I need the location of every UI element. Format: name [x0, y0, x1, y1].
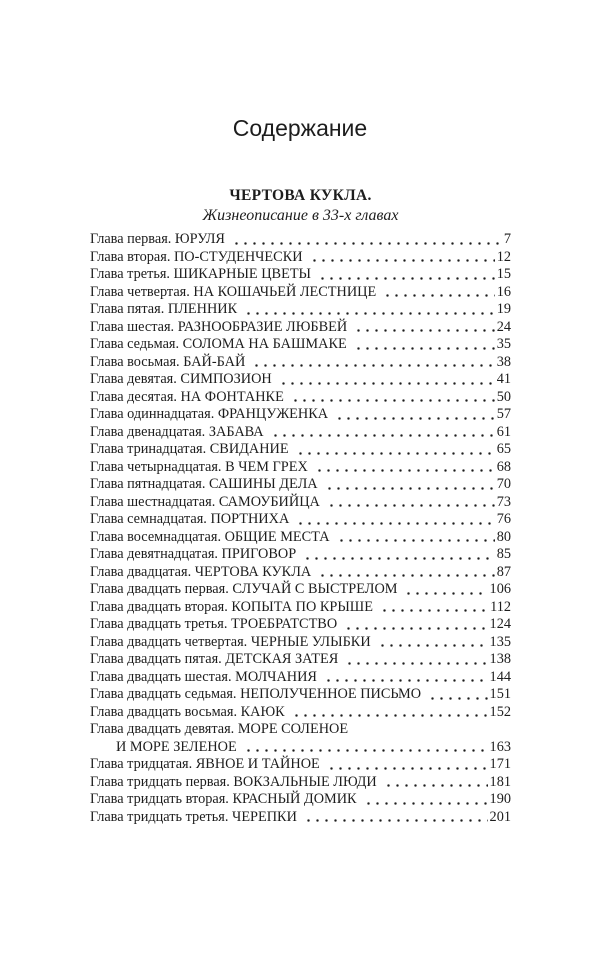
- dot-leader: [376, 634, 488, 652]
- toc-entry-label: Глава двадцать девятая. МОРЕ СОЛЕНОЕ: [90, 721, 349, 737]
- toc-entry-label: Глава вторая. ПО-СТУДЕНЧЕСКИ: [90, 248, 303, 265]
- toc-entry-label: Глава шестая. РАЗНООБРАЗИЕ ЛЮБВЕЙ: [90, 318, 348, 335]
- toc-entry-label: Глава тридцать первая. ВОКЗАЛЬНЫЕ ЛЮДИ: [90, 773, 377, 790]
- toc-entry-label: Глава двадцать седьмая. НЕПОЛУЧЕННОЕ ПИСЬМО: [90, 686, 422, 702]
- toc-entry: [90, 774, 511, 792]
- toc-entry: [90, 249, 511, 267]
- dot-leader: [381, 284, 494, 302]
- toc-page-number: 50: [496, 388, 511, 405]
- toc-entry-label: И МОРЕ ЗЕЛЕНОЕ: [116, 738, 237, 755]
- dot-leader: [378, 599, 488, 617]
- toc-entry-label: Глава первая. ЮРУЛЯ: [90, 231, 225, 247]
- toc-entry-label: Глава тридцать вторая. КРАСНЫЙ ДОМИК: [90, 791, 357, 807]
- toc-page-number: 12: [496, 248, 511, 265]
- toc-entry-label: Глава восемнадцатая. ОБЩИЕ МЕСТА: [90, 528, 330, 545]
- toc-entry: [90, 266, 511, 284]
- toc-page-number: 61: [496, 423, 511, 440]
- toc-entry: [90, 809, 511, 827]
- dot-leader: [277, 371, 495, 389]
- dot-leader: [250, 354, 494, 372]
- toc-entry: [90, 494, 511, 512]
- toc-page-number: 135: [489, 633, 511, 650]
- toc-entry-label: Глава восьмая. БАЙ-БАЙ: [90, 353, 246, 370]
- toc-entry: [90, 529, 511, 547]
- toc-entry: [90, 424, 511, 442]
- toc-page-number: 15: [496, 266, 511, 282]
- dot-leader: [316, 564, 494, 582]
- toc-entry: [90, 354, 511, 372]
- dot-leader: [308, 249, 495, 267]
- dot-leader: [342, 616, 487, 634]
- toc-entry-label: Глава двадцать восьмая. КАЮК: [90, 703, 285, 720]
- toc-page-number: 106: [489, 581, 511, 597]
- toc-page-number: 87: [496, 563, 511, 580]
- toc-entry-continuation: [90, 739, 511, 757]
- toc-entry-label: Глава четвертая. НА КОШАЧЬЕЙ ЛЕСТНИЦЕ: [90, 283, 377, 300]
- toc-page-number: 152: [489, 703, 511, 720]
- toc-entry-label: Глава девятнадцатая. ПРИГОВОР: [90, 546, 297, 562]
- toc-page-number: 163: [489, 738, 511, 755]
- toc-entry: [90, 511, 511, 529]
- toc-entry-label: Глава двадцать третья. ТРОЕБРАТСТВО: [90, 616, 338, 632]
- toc-entry-label: Глава девятая. СИМПОЗИОН: [90, 371, 272, 387]
- toc-entry-label: Глава двадцать первая. СЛУЧАЙ С ВЫСТРЕЛОМ: [90, 581, 398, 597]
- toc-page-number: 7: [503, 231, 511, 247]
- toc-page-number: 190: [489, 791, 511, 807]
- toc-entry-label: Глава тринадцатая. СВИДАНИЕ: [90, 441, 289, 457]
- toc-page-number: 201: [489, 808, 511, 825]
- dot-leader: [242, 301, 495, 319]
- dot-leader: [325, 494, 495, 512]
- page-title: Содержание: [232, 115, 368, 141]
- dot-leader: [301, 546, 495, 564]
- toc-entry: [90, 459, 511, 477]
- dot-leader: [333, 406, 495, 424]
- toc-entry-label: Глава пятая. ПЛЕННИК: [90, 301, 238, 317]
- toc-entry: [90, 704, 511, 722]
- toc-entry-label: Глава семнадцатая. ПОРТНИХА: [90, 511, 290, 527]
- toc-page-number: 41: [496, 371, 511, 387]
- toc-entry-label: Глава двадцатая. ЧЕРТОВА КУКЛА: [90, 563, 312, 580]
- dot-leader: [294, 511, 494, 529]
- book-title: ЧЕРТОВА КУКЛА.: [229, 187, 372, 204]
- toc-entry: [90, 319, 511, 337]
- toc-page-number: 138: [489, 651, 511, 667]
- toc-entry: [90, 476, 511, 494]
- toc-entry: [90, 616, 511, 634]
- toc-page-number: 124: [489, 616, 511, 632]
- toc-entry: [90, 284, 511, 302]
- dot-leader: [352, 336, 495, 354]
- toc-page-number: 57: [496, 406, 511, 422]
- toc-page-number: 151: [489, 686, 511, 702]
- book-subtitle: Жизнеописание в 33-х главах: [202, 207, 399, 224]
- toc-page-number: 80: [496, 528, 511, 545]
- toc-entry: [90, 634, 511, 652]
- toc-entry: [90, 791, 511, 809]
- toc-section: [90, 186, 511, 826]
- toc-entry-label: Глава двадцать шестая. МОЛЧАНИЯ: [90, 668, 317, 685]
- toc-entry-label: Глава двадцать вторая. КОПЫТА ПО КРЫШЕ: [90, 598, 373, 615]
- dot-leader: [294, 441, 495, 459]
- toc-entry: [90, 441, 511, 459]
- toc-page-number: 38: [496, 353, 511, 370]
- toc-entry-label: Глава десятая. НА ФОНТАНКЕ: [90, 388, 284, 405]
- toc-entry: [90, 599, 511, 617]
- toc-entry: [90, 546, 511, 564]
- toc-page-number: 73: [496, 493, 511, 510]
- toc-entry-label: Глава одиннадцатая. ФРАНЦУЖЕНКА: [90, 406, 329, 422]
- toc-entry-label: Глава третья. ШИКАРНЫЕ ЦВЕТЫ: [90, 266, 312, 282]
- dot-leader: [316, 266, 495, 284]
- toc-entry: [90, 564, 511, 582]
- toc-page-number: 144: [489, 668, 511, 685]
- toc-page-number: 19: [496, 301, 511, 317]
- toc-list: [90, 231, 511, 826]
- toc-page-number: 181: [489, 773, 511, 790]
- toc-page-number: 16: [496, 283, 511, 300]
- dot-leader: [302, 809, 488, 827]
- toc-entry: [90, 336, 511, 354]
- toc-page-number: 65: [496, 441, 511, 457]
- dot-leader: [402, 581, 487, 599]
- dot-leader: [322, 669, 488, 687]
- dot-leader: [290, 704, 488, 722]
- dot-leader: [269, 424, 495, 442]
- toc-entry-label: Глава двадцать пятая. ДЕТСКАЯ ЗАТЕЯ: [90, 651, 339, 667]
- toc-entry-label: Глава двадцать четвертая. ЧЕРНЫЕ УЛЫБКИ: [90, 633, 371, 650]
- toc-entry: [90, 651, 511, 669]
- dot-leader: [343, 651, 487, 669]
- toc-page-number: 76: [496, 511, 511, 527]
- toc-page-number: 35: [496, 336, 511, 352]
- dot-leader: [242, 739, 488, 757]
- dot-leader: [382, 774, 488, 792]
- toc-entry-label: Глава тридцать третья. ЧЕРЕПКИ: [90, 808, 297, 825]
- toc-entry: [90, 406, 511, 424]
- toc-entry: [90, 686, 511, 704]
- toc-entry-label: Глава четырнадцатая. В ЧЕМ ГРЕХ: [90, 458, 308, 475]
- dot-leader: [289, 389, 495, 407]
- toc-page-number: 70: [496, 476, 511, 492]
- toc-entry-label: Глава тридцатая. ЯВНОЕ И ТАЙНОЕ: [90, 756, 320, 772]
- dot-leader: [325, 756, 488, 774]
- dot-leader: [230, 231, 502, 249]
- toc-entry: [90, 581, 511, 599]
- dot-leader: [352, 319, 494, 337]
- toc-entry: [90, 756, 511, 774]
- toc-page-number: 112: [490, 598, 511, 615]
- toc-page-number: 24: [496, 318, 511, 335]
- dot-leader: [335, 529, 495, 547]
- dot-leader: [313, 459, 495, 477]
- toc-page-number: 68: [496, 458, 511, 475]
- toc-entry: [90, 231, 511, 249]
- toc-page-number: 85: [496, 546, 511, 562]
- dot-leader: [362, 791, 488, 809]
- toc-entry-label: Глава седьмая. СОЛОМА НА БАШМАКЕ: [90, 336, 347, 352]
- toc-page-number: 171: [489, 756, 511, 772]
- toc-entry: [90, 301, 511, 319]
- toc-entry: [90, 389, 511, 407]
- toc-entry-label: Глава двенадцатая. ЗАБАВА: [90, 423, 264, 440]
- dot-leader: [323, 476, 495, 494]
- toc-entry-label: Глава пятнадцатая. САШИНЫ ДЕЛА: [90, 476, 318, 492]
- dot-leader: [426, 686, 487, 704]
- toc-entry-label: Глава шестнадцатая. САМОУБИЙЦА: [90, 493, 320, 510]
- toc-entry: [90, 721, 511, 739]
- toc-entry: [90, 371, 511, 389]
- toc-entry: [90, 669, 511, 687]
